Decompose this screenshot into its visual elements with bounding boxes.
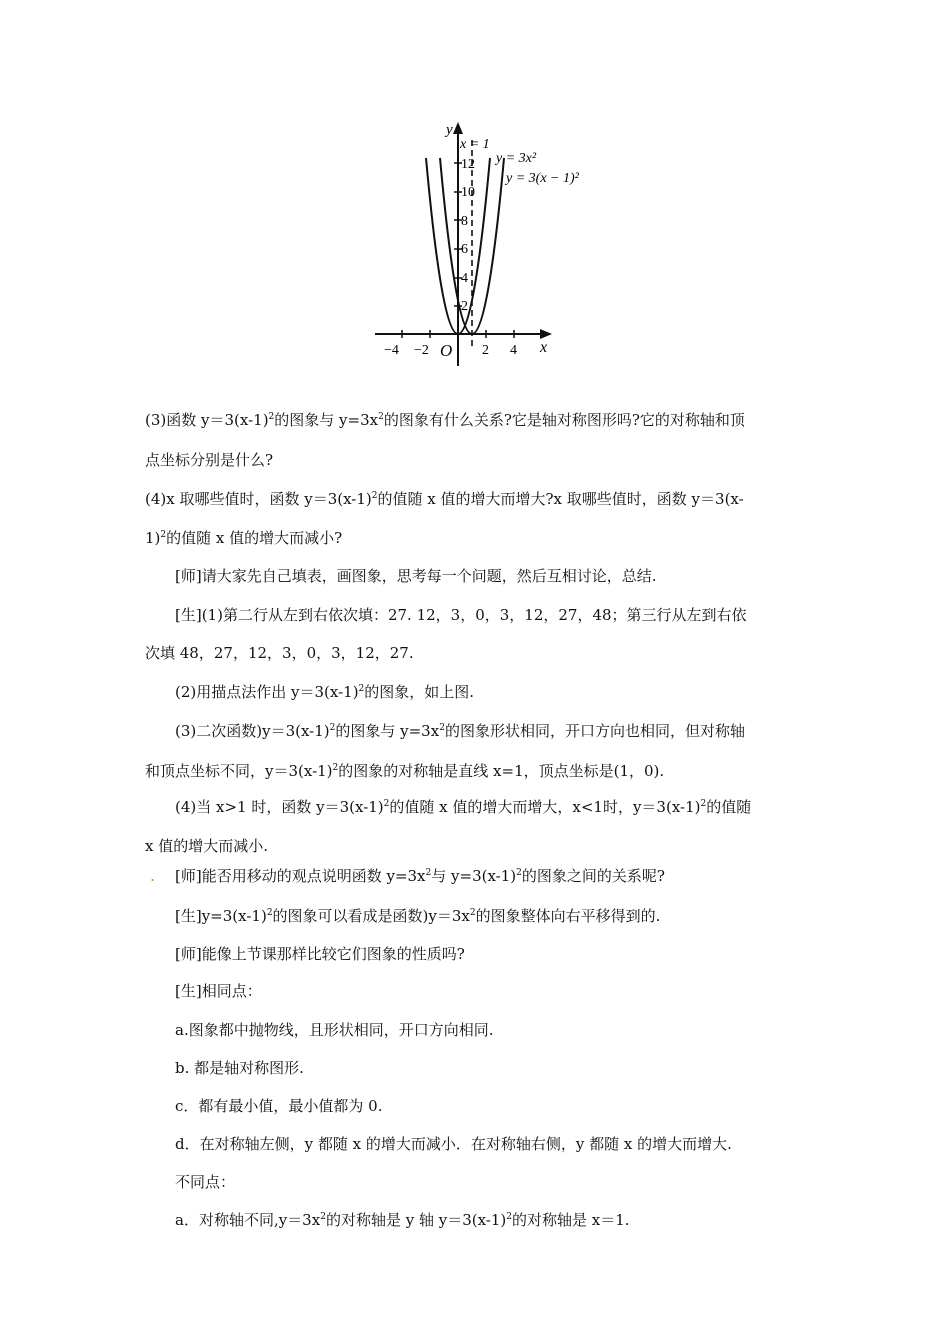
question-3-line-1: (3)函数 $y=3(x-1)^2$的图象与 $y=3x^2$的图象有什么关系?它是轴对称图形吗?它的对称轴和顶 <box>145 411 745 429</box>
similarity-c: c．都有最小值，最小值都为 0. <box>175 1097 383 1115</box>
label-x-equals-1: x = 1 <box>460 137 490 152</box>
teacher-line-1: [师]请大家先自己填表，画图象，思考每一个问题，然后互相讨论，总结. <box>175 567 657 585</box>
label-y-3x2: y = 3x² <box>496 151 537 166</box>
answer-3-line-2: 和顶点坐标不同，$y=3(x-1)^2$的图象的对称轴是直线 x=1，顶点坐标是(1，0). <box>145 762 665 780</box>
y-tick-label: 6 <box>461 242 468 257</box>
y-tick-label: 8 <box>461 214 468 229</box>
question-4-line-1: (4)x 取哪些值时，函数 $y=3(x-1)^2$的值随 x 值的增大而增大?x 取哪些值时，函数 y＝3(x- <box>145 490 744 508</box>
student-answer-1-line-1: [生](1)第二行从左到右依次填：27. 12，3，0，3，12，27，48；第三行从左到右依 <box>175 606 747 624</box>
teacher-line-3: [师]能像上节课那样比较它们图象的性质吗? <box>175 945 465 963</box>
student-answer-1-line-2: 次填 48，27，12，3，0，3，12，27. <box>145 644 414 662</box>
origin-label: O <box>440 341 453 360</box>
student-answer-2: [生]$y=3(x-1)^2$的图象可以看成是函数)$y=3x^2$的图象整体向右平移得到的. <box>175 907 661 925</box>
parabola-graph <box>370 118 610 368</box>
y-tick-label: 2 <box>461 299 468 314</box>
student-similarities-heading: [生]相同点： <box>175 982 262 1000</box>
y-tick-label: 12 <box>461 157 475 172</box>
y-tick-label: 10 <box>461 185 475 200</box>
x-axis-arrow <box>540 329 552 339</box>
x-tick-label: 4 <box>510 343 517 358</box>
similarity-b: b. 都是轴对称图形. <box>175 1059 304 1077</box>
answer-3-line-1: (3)二次函数)$y=3(x-1)^2$的图象与 $y=3x^2$的图象形状相同，开口方向也相同，但对称轴 <box>175 722 745 740</box>
answer-4-line-1: (4)当 x>1 时，函数 $y=3(x-1)^2$的值随 x 值的增大而增大，x<1时，$y=3(x-1)^2$的值随 <box>175 798 752 816</box>
answer-4-line-2: x 值的增大而减小. <box>145 837 268 855</box>
x-tick-label: −4 <box>384 343 399 358</box>
x-tick-label: −2 <box>414 343 429 358</box>
question-3-line-2: 点坐标分别是什么? <box>145 451 274 469</box>
similarity-a: a.图象都中抛物线，且形状相同，开口方向相同. <box>175 1021 494 1039</box>
answer-2: (2)用描点法作出 $y=3(x-1)^2$的图象，如上图. <box>175 683 475 701</box>
y-axis-label: y <box>446 122 453 138</box>
x-axis-label: x <box>540 339 548 356</box>
y-axis-arrow <box>453 122 463 134</box>
teacher-line-2: [师]能否用移动的观点说明函数 $y=3x^2$与 $y=3(x-1)^2$的图象之间的关系呢? <box>175 867 665 885</box>
question-4-line-2: 1)$^2$的值随 x 值的增大而减小? <box>145 529 343 547</box>
similarity-d: d．在对称轴左侧，y 都随 x 的增大而减小．在对称轴右侧，y 都随 x 的增大而增大. <box>175 1135 732 1153</box>
difference-a: a．对称轴不同$,y=3x^2$的对称轴是 y 轴 $y=3(x-1)^2$的对称轴是 x＝1. <box>175 1211 630 1229</box>
differences-heading: 不同点： <box>175 1173 236 1191</box>
x-tick-label: 2 <box>482 343 489 358</box>
margin-mark: . <box>150 866 156 885</box>
label-y-3x-1-2: y = 3(x − 1)² <box>506 171 579 186</box>
y-tick-label: 4 <box>461 271 468 286</box>
